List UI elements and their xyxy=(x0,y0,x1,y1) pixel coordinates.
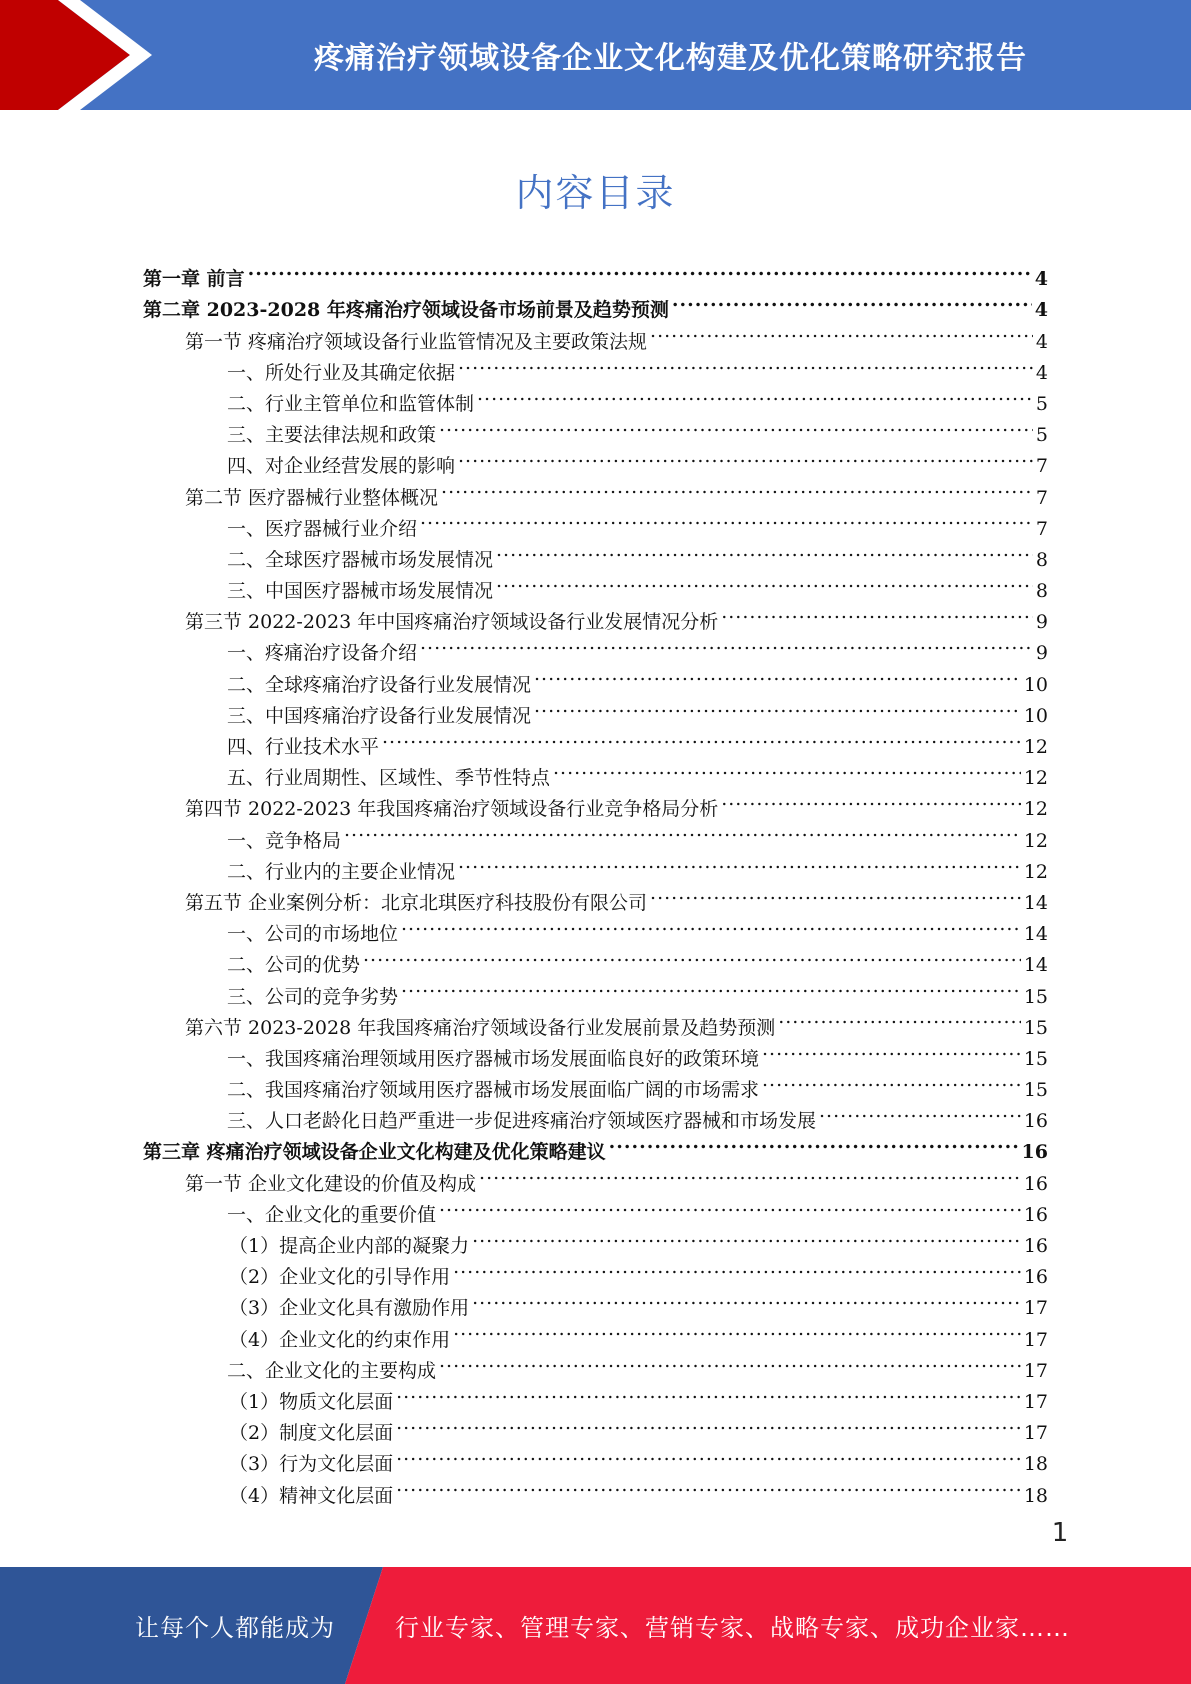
toc-entry-title: （4）精神文化层面 xyxy=(229,1484,394,1507)
toc-dot-leader xyxy=(609,1127,1019,1158)
toc-entry-page: 4 xyxy=(1034,268,1048,291)
toc-entry-page: 4 xyxy=(1035,330,1048,353)
toc-dot-leader xyxy=(248,254,1032,285)
toc-entry-title: 一、医疗器械行业介绍 xyxy=(227,517,418,540)
header-banner xyxy=(0,0,1191,110)
toc-entry-page: 8 xyxy=(1035,580,1048,603)
toc-entry-title: 第一节 企业文化建设的价值及构成 xyxy=(185,1172,477,1195)
toc-entry-title: 三、公司的竞争劣势 xyxy=(227,985,399,1008)
toc-entry-page: 17 xyxy=(1023,1328,1048,1351)
toc-entry-page: 15 xyxy=(1023,1016,1048,1039)
toc-entry-page: 12 xyxy=(1023,736,1048,758)
toc-entry-title: 第二节 医疗器械行业整体概况 xyxy=(185,486,439,509)
toc-entry-page: 10 xyxy=(1023,704,1048,727)
toc-dot-leader xyxy=(534,691,1021,722)
footer-slogan-left: 让每个人都能成为 xyxy=(135,1614,335,1642)
toc-entry-page: 14 xyxy=(1023,923,1048,946)
toc-entry-page: 16 xyxy=(1023,1235,1048,1257)
toc-dot-leader xyxy=(453,1314,1021,1345)
toc-dot-leader xyxy=(650,316,1033,347)
toc-entry-page: 12 xyxy=(1023,767,1048,790)
footer-slogan-right: 行业专家、管理专家、营销专家、战略专家、成功企业家…… xyxy=(395,1614,1070,1642)
toc-dot-leader xyxy=(363,940,1021,971)
toc-entry-title: 一、竞争格局 xyxy=(227,829,342,852)
toc-dot-leader xyxy=(672,285,1032,316)
toc-entry-page: 14 xyxy=(1023,954,1048,977)
toc-dot-leader xyxy=(458,847,1021,878)
header-arrow-decoration xyxy=(0,0,160,110)
toc-entry-page: 7 xyxy=(1035,455,1048,478)
toc-entry-title: 五、行业周期性、区域性、季节性特点 xyxy=(227,767,551,790)
toc-dot-leader xyxy=(458,348,1033,379)
toc-entry[interactable] xyxy=(143,285,1048,322)
toc-dot-leader xyxy=(382,722,1021,753)
toc-entry-page: 8 xyxy=(1035,548,1048,571)
toc-entry-page: 9 xyxy=(1035,611,1048,634)
toc-entry-title: （2）企业文化的引导作用 xyxy=(229,1266,451,1289)
toc-entry-page: 18 xyxy=(1023,1453,1048,1476)
toc-entry-page: 7 xyxy=(1035,517,1048,540)
toc-dot-leader xyxy=(553,753,1021,784)
toc-entry-page: 9 xyxy=(1035,642,1048,665)
toc-dot-leader xyxy=(477,379,1033,410)
toc-entry-page: 14 xyxy=(1023,891,1048,914)
toc-entry-page: 16 xyxy=(1023,1203,1048,1226)
toc-entry-title: 第三节 2022-2023 年中国疼痛治疗领域设备行业发展情况分析 xyxy=(185,611,719,634)
toc-dot-leader xyxy=(441,472,1033,503)
toc-entry-title: （2）制度文化层面 xyxy=(229,1422,394,1445)
toc-entry-page: 10 xyxy=(1023,673,1048,696)
toc-entry-title: 三、主要法律法规和政策 xyxy=(227,424,437,447)
toc-dot-leader xyxy=(458,441,1033,472)
toc-entry-title: （1）物质文化层面 xyxy=(229,1390,394,1413)
toc-entry-title: 二、我国疼痛治疗领域用医疗器械市场发展面临广阔的市场需求 xyxy=(227,1079,760,1102)
toc-dot-leader xyxy=(496,535,1033,566)
toc-dot-leader xyxy=(396,1408,1021,1439)
toc-entry-title: 二、行业内的主要企业情况 xyxy=(227,860,456,883)
toc-entry-title: 三、中国疼痛治疗设备行业发展情况 xyxy=(227,704,532,727)
toc-entry-title: 三、人口老龄化日趋严重进一步促进疼痛治疗领域医疗器械和市场发展 xyxy=(227,1110,817,1133)
toc-entry-title: 第六节 2023-2028 年我国疼痛治疗领域设备行业发展前景及趋势预测 xyxy=(185,1016,776,1039)
toc-dot-leader xyxy=(439,1190,1021,1221)
toc-entry-page: 15 xyxy=(1023,985,1048,1008)
toc-entry-title: 二、公司的优势 xyxy=(227,954,361,977)
toc-heading: 内容目录 xyxy=(515,171,676,215)
toc-dot-leader xyxy=(479,1158,1021,1189)
toc-entry-page: 17 xyxy=(1023,1390,1048,1413)
toc-dot-leader xyxy=(762,1034,1021,1065)
toc-dot-leader xyxy=(420,504,1033,535)
toc-entry-title: 一、企业文化的重要价值 xyxy=(227,1203,437,1226)
toc-entry-title: 第五节 企业案例分析：北京北琪医疗科技股份有限公司 xyxy=(185,891,648,914)
toc-entry-page: 16 xyxy=(1021,1141,1048,1164)
toc-entry-title: 二、企业文化的主要构成 xyxy=(227,1359,437,1382)
toc-entry-page: 12 xyxy=(1023,829,1048,852)
toc-entry-page: 17 xyxy=(1023,1359,1048,1382)
toc-dot-leader xyxy=(472,1283,1021,1314)
toc-entry-page: 17 xyxy=(1023,1297,1048,1320)
toc-entry-page: 16 xyxy=(1023,1266,1048,1289)
toc-entry-title: 第二章 2023-2028 年疼痛治疗领域设备市场前景及趋势预测 xyxy=(143,299,669,322)
toc-entry-page: 18 xyxy=(1023,1484,1048,1507)
toc-dot-leader xyxy=(721,597,1033,628)
report-title: 疼痛治疗领域设备企业文化构建及优化策略研究报告 xyxy=(314,41,1027,76)
toc-entry-title: 四、行业技术水平 xyxy=(227,736,380,758)
toc-entry-title: 二、全球疼痛治疗设备行业发展情况 xyxy=(227,673,532,696)
toc-dot-leader xyxy=(344,815,1021,846)
toc-dot-leader xyxy=(472,1221,1021,1252)
toc-entry-page: 17 xyxy=(1023,1422,1048,1445)
toc-dot-leader xyxy=(819,1096,1021,1127)
toc-entry-title: （4）企业文化的约束作用 xyxy=(229,1328,451,1351)
toc-dot-leader xyxy=(396,1470,1021,1501)
toc-entry-page: 15 xyxy=(1023,1047,1048,1070)
toc-entry-title: 二、全球医疗器械市场发展情况 xyxy=(227,548,494,571)
page-number: 1 xyxy=(1051,1518,1069,1548)
toc-entry-title: 一、疼痛治疗设备介绍 xyxy=(227,642,418,665)
toc-dot-leader xyxy=(534,659,1021,690)
toc-dot-leader xyxy=(439,1346,1021,1377)
toc-entry-page: 16 xyxy=(1023,1110,1048,1133)
toc-entry-page: 5 xyxy=(1035,392,1048,415)
toc-entry-title: （3）企业文化具有激励作用 xyxy=(229,1297,470,1320)
toc-entry-page: 4 xyxy=(1035,361,1048,384)
toc-dot-leader xyxy=(396,1439,1021,1470)
toc-entry-page: 7 xyxy=(1035,486,1048,509)
toc-dot-leader xyxy=(721,784,1021,815)
toc-entry-title: 一、我国疼痛治理领域用医疗器械市场发展面临良好的政策环境 xyxy=(227,1047,760,1070)
toc-entry-title: 三、中国医疗器械市场发展情况 xyxy=(227,580,494,603)
toc-entry-title: 第四节 2022-2023 年我国疼痛治疗领域设备行业竞争格局分析 xyxy=(185,798,719,821)
toc-dot-leader xyxy=(401,971,1021,1002)
table-of-contents xyxy=(143,254,1048,1507)
toc-entry-title: 四、对企业经营发展的影响 xyxy=(227,455,456,478)
toc-dot-leader xyxy=(496,566,1033,597)
toc-entry-title: 第一节 疼痛治疗领域设备行业监管情况及主要政策法规 xyxy=(185,330,648,353)
toc-entry-page: 15 xyxy=(1023,1079,1048,1102)
toc-entry-title: 第一章 前言 xyxy=(143,268,245,291)
toc-entry-page: 5 xyxy=(1035,424,1048,447)
toc-entry-page: 16 xyxy=(1023,1172,1048,1195)
toc-entry-title: 一、公司的市场地位 xyxy=(227,923,399,946)
toc-dot-leader xyxy=(650,878,1021,909)
footer-banner xyxy=(0,1567,1191,1684)
toc-entry[interactable] xyxy=(143,254,1048,291)
toc-entry-page: 12 xyxy=(1023,860,1048,883)
toc-entry-title: 二、行业主管单位和监管体制 xyxy=(227,392,475,415)
toc-dot-leader xyxy=(778,1003,1021,1034)
toc-entry-title: 一、所处行业及其确定依据 xyxy=(227,361,456,384)
toc-dot-leader xyxy=(401,909,1021,940)
toc-entry-page: 4 xyxy=(1034,299,1048,322)
toc-entry-title: 第三章 疼痛治疗领域设备企业文化构建及优化策略建议 xyxy=(143,1141,606,1164)
toc-dot-leader xyxy=(762,1065,1021,1096)
toc-entry-title: （3）行为文化层面 xyxy=(229,1453,394,1476)
toc-dot-leader xyxy=(453,1252,1021,1283)
toc-entry-page: 12 xyxy=(1023,798,1048,821)
toc-dot-leader xyxy=(420,628,1033,659)
toc-dot-leader xyxy=(396,1377,1021,1408)
toc-dot-leader xyxy=(439,410,1033,441)
toc-entry-title: （1）提高企业内部的凝聚力 xyxy=(229,1235,470,1257)
